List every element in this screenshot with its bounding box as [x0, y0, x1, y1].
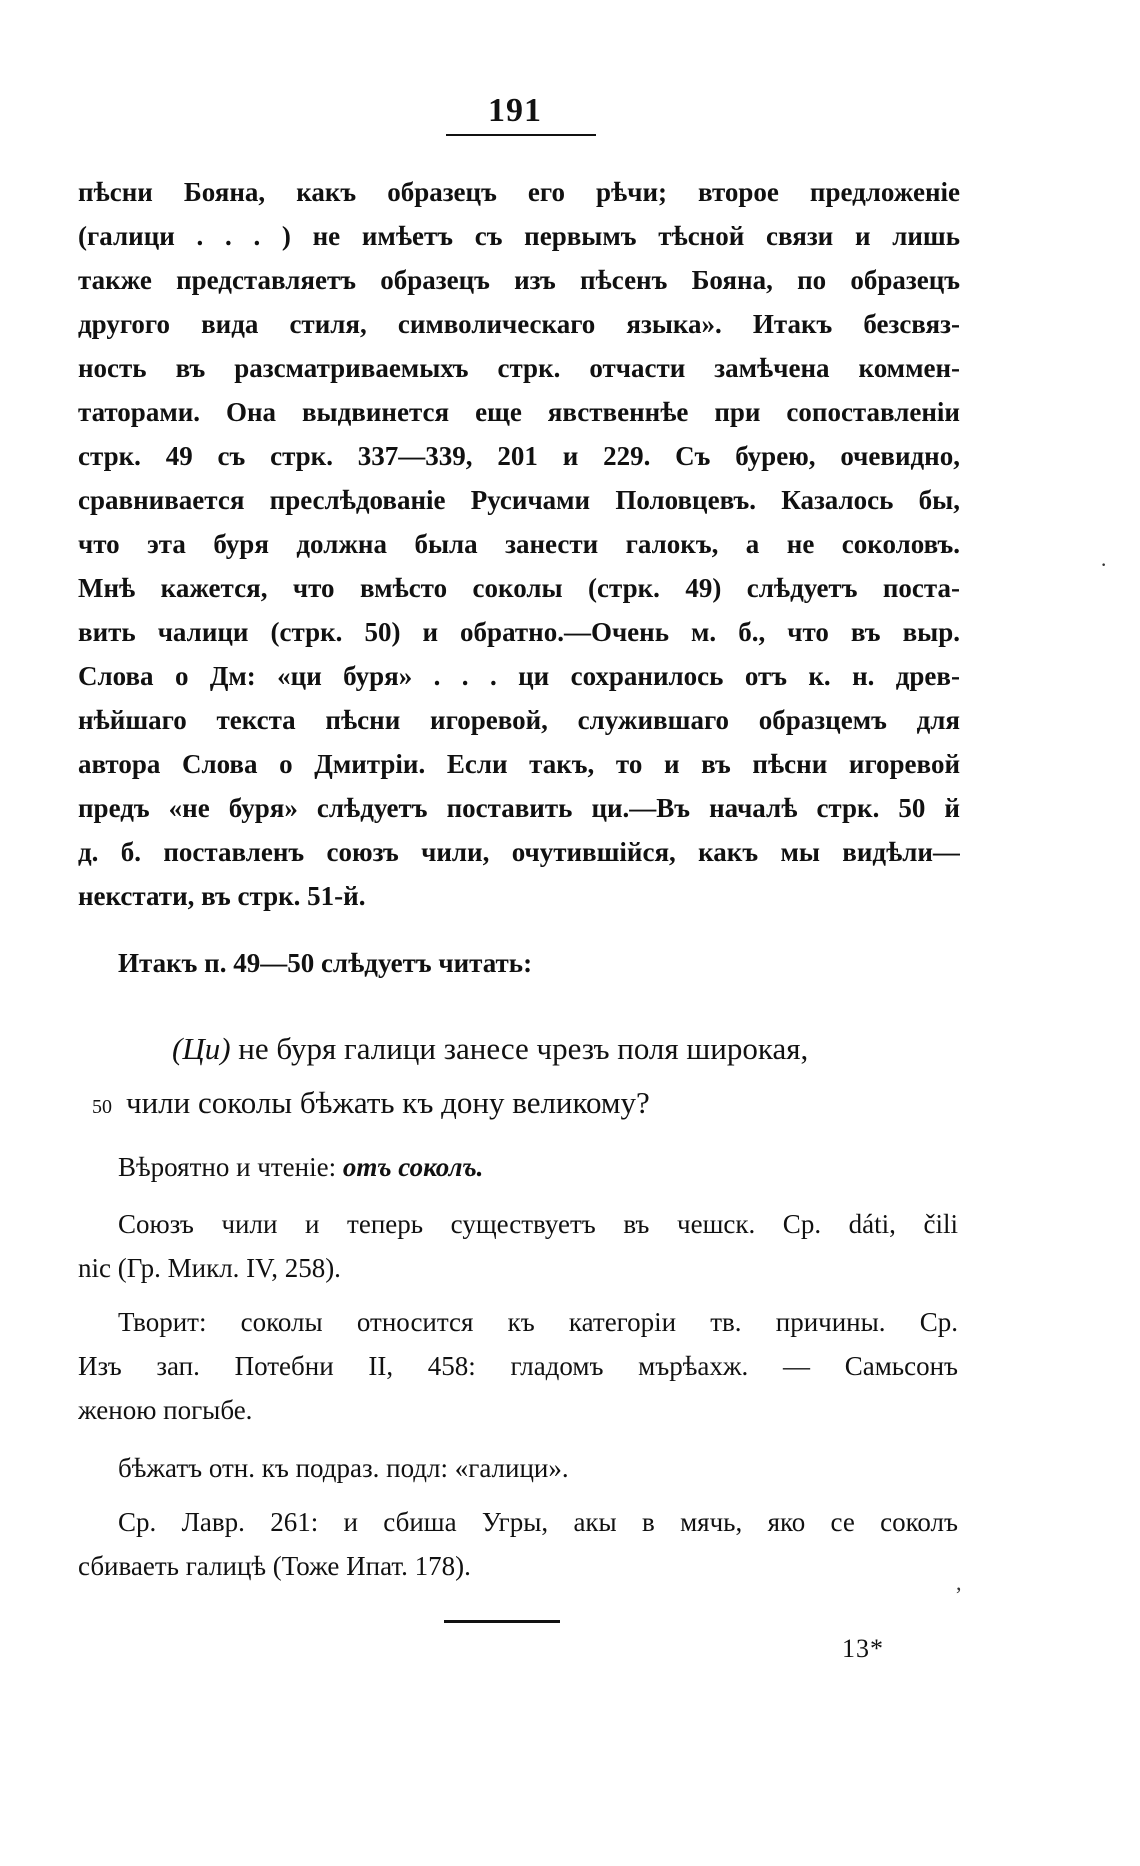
text-line: таторами. Она выдвинется еще явственнѣе при сопоставленiи: [78, 397, 960, 427]
note-union: [78, 1202, 958, 1290]
verse-line-2: [92, 1076, 808, 1130]
footer-rule: [444, 1620, 560, 1623]
reading-intro: Итакъ п. 49—50 слѣдуетъ читать:: [118, 948, 533, 978]
text-line: Мнѣ кажется, что вмѣсто соколы (стрк. 49) слѣдуетъ поста-: [78, 573, 960, 603]
verse-text: не буря галици занесе чрезъ поля широкая,: [230, 1031, 809, 1066]
text-line: (галици . . . ) не имѣетъ съ первымъ тѣсной связи и лишь: [78, 221, 960, 251]
note-variant: [118, 1145, 958, 1189]
text-line: стрк. 49 съ стрк. 337—339, 201 и 229. Съ бурею, очевидно,: [78, 441, 960, 471]
text-line: [118, 1145, 958, 1189]
text-line: женою погыбе.: [78, 1395, 253, 1425]
text-line: ность въ разсматриваемыхъ стрк. отчасти замѣчена коммен-: [78, 353, 960, 383]
text-line: другого вида стиля, символическаго языка». Итакъ безсвяз-: [78, 309, 960, 339]
text-line: вить чалици (стрк. 50) и обратно.—Очень м. б., что въ выр.: [78, 617, 960, 647]
text-line: Союзъ чили и теперь существуетъ въ чешск. Ср. dáti, čili: [118, 1209, 958, 1239]
text-line: также представляетъ образецъ изъ пѣсенъ Бояна, по образецъ: [78, 265, 960, 295]
text-line: сравнивается преслѣдованiе Русичами Половцевъ. Казалось бы,: [78, 485, 960, 515]
scan-speck: ·: [1100, 552, 1108, 577]
note-lavrentian: [78, 1500, 958, 1588]
text-line: некстати, въ стрк. 51-й.: [78, 881, 366, 911]
header-rule: [446, 134, 596, 136]
verse-line-1: [92, 1022, 808, 1076]
note-instrumental: [78, 1300, 958, 1432]
text-line: что эта буря должна была занести галокъ, а не соколовъ.: [78, 529, 960, 559]
text-line: nic (Гр. Микл. IV, 258).: [78, 1253, 341, 1283]
note-verb: [118, 1446, 958, 1490]
text-line: предъ «не буря» слѣдуетъ поставить ци.—Въ началѣ стрк. 50 й: [78, 793, 960, 823]
verse-block: [92, 1022, 808, 1130]
text-line: Слова о Дм: «ци буря» . . . ци сохранилось отъ к. н. древ-: [78, 661, 960, 691]
note-prefix: Вѣроятно и чтенiе:: [118, 1152, 343, 1182]
text-line: сбиваеть галицѣ (Тоже Ипат. 178).: [78, 1551, 471, 1581]
text-line: д. б. поставленъ союзъ чили, очутившiйся, какъ мы видѣли—: [78, 837, 960, 867]
verse-prefix: (Ци): [172, 1031, 231, 1066]
text-line: Изъ зап. Потебни II, 458: гладомъ мърѣахж. — Самьсонъ: [78, 1351, 958, 1381]
text-line: пѣсни Бояна, какъ образецъ его рѣчи; второе предложенiе: [78, 177, 960, 207]
scan-speck: ,: [956, 1570, 962, 1595]
text-line: Ср. Лавр. 261: и сбиша Угры, акы в мячь, яко се соколъ: [118, 1507, 958, 1537]
text-line: бѣжатъ отн. къ подраз. подл: «галици».: [118, 1453, 569, 1483]
commentary-paragraph: [78, 170, 960, 918]
verse-text: чили соколы бѣжать къ дону великому?: [126, 1085, 650, 1120]
verse-number: 50: [92, 1096, 112, 1118]
note-italic: отъ соколъ.: [342, 1152, 484, 1182]
text-line: нѣйшаго текста пѣсни игоревой, служившаго образцемъ для: [78, 705, 960, 735]
text-line: Творит: соколы относится къ категорiи тв. причины. Ср.: [118, 1307, 958, 1337]
page-number: 191: [488, 92, 542, 129]
signature-mark: 13*: [842, 1634, 884, 1663]
text-line: автора Слова о Дмитрiи. Если такъ, то и въ пѣсни игоревой: [78, 749, 960, 779]
